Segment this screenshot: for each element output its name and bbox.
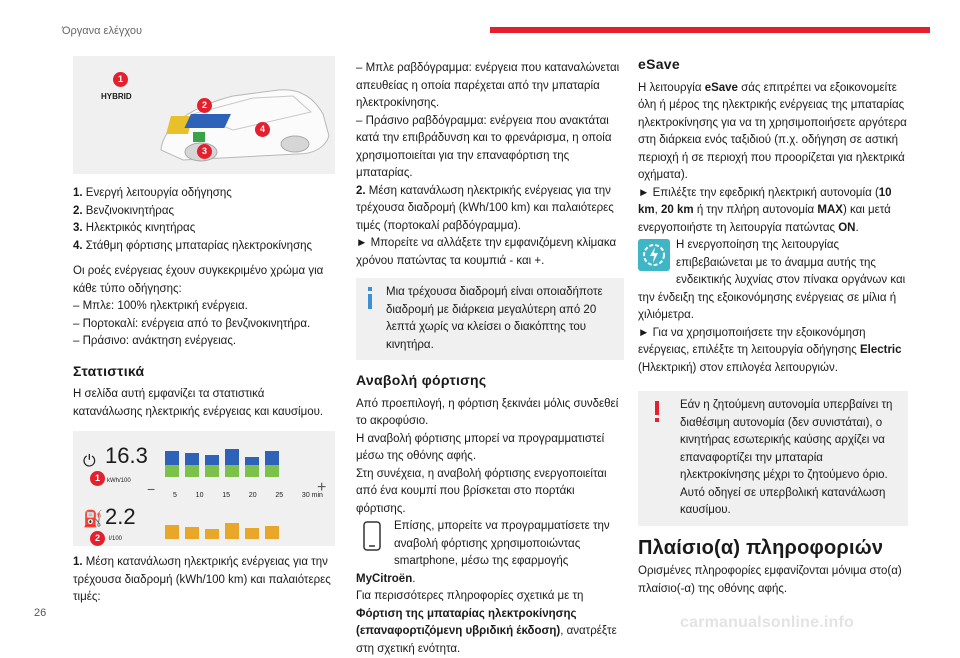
charge-text-3: Στη συνέχεια, η αναβολή φόρτισης ενεργοποιείται από ένα κουμπί που βρίσκεται στο πορτάκι φόρτισης. bbox=[356, 467, 607, 515]
esave-use-text: ► Για να χρησιμοποιήσετε την εξοικονόμηση ενέργειας, επιλέξτε τη λειτουργία οδήγησης Electric (Ηλεκτρική) στον επιλογέα λειτουργιών. bbox=[638, 326, 902, 374]
flow-item: – Πορτοκαλί: ενέργεια από το βενζινοκινητήρα. bbox=[73, 317, 311, 330]
green-bar-text: – Πράσινο ραβδόγραμμα: ενέργεια που ανακτάται κατά την επιβράδυνση και το φρενάρισμα, η οποία χρησιμοποιείται για την επαναφόρτιση της μπαταρίας. bbox=[356, 114, 612, 179]
more-info-text: Για περισσότερες πληροφορίες σχετικά με τη Φόρτιση της μπαταρίας ηλεκτροκίνησης (επαναφορτιζόμενη υβριδική έκδοση), ανατρέξτε στη σχετική ενότητα. bbox=[356, 590, 617, 655]
marker-2: 2 bbox=[90, 531, 105, 546]
marker-2: 2 bbox=[197, 98, 212, 113]
page-number: 26 bbox=[34, 607, 47, 619]
lower-bars bbox=[165, 523, 279, 539]
warning-icon bbox=[652, 401, 662, 423]
info-panels-text: Ορισμένες πληροφορίες εμφανίζονται μόνιμα στο(α) πλαίσιο(-α) της οθόνης αφής. bbox=[638, 565, 902, 595]
marker-3: 3 bbox=[197, 144, 212, 159]
warning-box: Εάν η ζητούμενη αυτονομία υπερβαίνει τη διαθέσιμη αυτονομία (δεν συνιστάται), ο κινητήρας εσωτερικής καύσης αρχίζει να επαναφορτίζει την μπαταρία ηλεκτροκίνησης μέχρι το ζητούμενο όριο. Αυτό οδηγεί σε υπερβολική κατανάλωση καυσίμου. bbox=[638, 391, 908, 526]
list-item: 4. Στάθμη φόρτισης μπαταρίας ηλεκτροκίνησης bbox=[73, 239, 313, 252]
upper-bars bbox=[165, 449, 279, 477]
plug-icon: ⏻ bbox=[83, 453, 96, 470]
x-axis-ticks: 5 10 15 20 25 30 min bbox=[173, 492, 323, 499]
heading-deferred-charging: Αναβολή φόρτισης bbox=[356, 372, 487, 388]
unit-1: kWh/100 bbox=[107, 478, 131, 484]
list-item: 3. Ηλεκτρικός κινητήρας bbox=[73, 222, 196, 234]
info-box: Μια τρέχουσα διαδρομή είναι οποιαδήποτε διαδρομή με διάρκεια μεγαλύτερη από 20 λεπτά χωρίς να κλείσει ο διακόπτης του κινητήρα. bbox=[356, 278, 624, 360]
legend-list bbox=[73, 185, 335, 255]
charge-text-2: Η αναβολή φόρτισης μπορεί να προγραμματιστεί μέσω της οθόνης αφής. bbox=[356, 432, 605, 462]
smartphone-text: Επίσης, μπορείτε να προγραμματίσετε την αναβολή φόρτισης χρησιμοποιώντας smartphone, μέσω της εφαρμογής MyCitroën. bbox=[356, 520, 610, 585]
marker-1: 1 bbox=[90, 471, 105, 486]
column-2 bbox=[356, 60, 624, 658]
esave-text: Η λειτουργία eSave σάς επιτρέπει να εξοικονομείτε όλη ή μέρος της ηλεκτρικής ενέργειας της μπαταρίας ηλεκτροκίνησης για να τη χρησιμοποιήσετε αργότερα στη διάρκεια ενός ταξιδιού (π.χ. οδήγηση σε αστική περιοχή ή σε περιοχή που προορίζεται για ηλεκτρικά οχήματα). bbox=[638, 81, 907, 181]
hybrid-car-diagram bbox=[73, 56, 335, 174]
item-1: 1. Μέση κατανάλωση ηλεκτρικής ενέργειας για την τρέχουσα διαδρομή (kWh/100 km) και παλαιότερες τιμές: bbox=[73, 556, 331, 603]
info-icon bbox=[366, 287, 374, 309]
heading-esave: eSave bbox=[638, 56, 680, 72]
statistics-text: Η σελίδα αυτή εμφανίζει τα στατιστικά κατανάλωσης ηλεκτρικής ενέργειας και καυσίμου. bbox=[73, 388, 324, 418]
flow-item: – Μπλε: 100% ηλεκτρική ενέργεια. bbox=[73, 300, 248, 312]
minus-button[interactable]: − bbox=[147, 481, 156, 497]
flow-item: – Πράσινο: ανάκτηση ενέργειας. bbox=[73, 335, 237, 347]
fuel-pump-icon: ⛽ bbox=[83, 511, 103, 528]
heading-statistics: Στατιστικά bbox=[73, 362, 145, 379]
list-item: 2. Βενζινοκινητήρας bbox=[73, 204, 175, 217]
watermark: carmanualsonline.info bbox=[680, 614, 855, 631]
header-title: Όργανα ελέγχου bbox=[62, 25, 142, 37]
hybrid-label: HYBRID bbox=[101, 92, 132, 101]
list-item: 1. Ενεργή λειτουργία οδήγησης bbox=[73, 187, 232, 199]
header-accent-bar bbox=[490, 27, 930, 33]
heading-info-panels: Πλαίσιο(α) πληροφοριών bbox=[638, 536, 884, 559]
blue-bar-text: – Μπλε ραβδόγραμμα: ενέργεια που καταναλώνεται απευθείας η οποία παρέχεται από την μπαταρία ηλεκτροκίνησης. bbox=[356, 62, 620, 109]
marker-1: 1 bbox=[113, 72, 128, 87]
column-3 bbox=[638, 54, 908, 598]
smartphone-icon bbox=[356, 520, 388, 552]
statistics-screen-figure bbox=[73, 431, 335, 546]
timescale-text: ► Μπορείτε να αλλάξετε την εμφανιζόμενη κλίμακα χρόνου πατώντας τα κουμπιά - και +. bbox=[356, 237, 617, 267]
esave-indicator-icon bbox=[638, 239, 670, 271]
plus-button[interactable]: + bbox=[317, 479, 327, 496]
esave-select-text: ► Επιλέξτε την εφεδρική ηλεκτρική αυτονομία (10 km, 20 km ή την πλήρη αυτονομία MAX) και μετά ενεργοποιήστε τη λειτουργία πατώντας ON. bbox=[638, 186, 892, 234]
consumption-value-2: 2.2 bbox=[105, 504, 136, 529]
unit-2: l/100 bbox=[109, 536, 123, 542]
marker-4: 4 bbox=[255, 122, 270, 137]
charge-text-1: Από προεπιλογή, η φόρτιση ξεκινάει μόλις συνδεθεί το ακροφύσιο. bbox=[356, 397, 619, 427]
energy-flow-text: Οι ροές ενέργειας έχουν συγκεκριμένο χρώμα για κάθε τύπο οδήγησης: bbox=[73, 265, 324, 295]
esave-indicator-text: Η ενεργοποίηση της λειτουργίας επιβεβαιώνεται με το άναμμα αυτής της ενδεικτικής λυχνίας στον πίνακα οργάνων και την ένδειξη της εξοικονόμησης ενέργειας σε μίλια ή χιλιόμετρα. bbox=[638, 239, 906, 321]
column-1 bbox=[73, 56, 335, 607]
consumption-value-1: 16.3 bbox=[105, 443, 148, 468]
item-2: 2. Μέση κατανάλωση ηλεκτρικής ενέργειας για την τρέχουσα διαδρομή (kWh/100 km) και παλαιότερες τιμές (πορτοκαλί ραβδόγραμμα). bbox=[356, 184, 614, 232]
